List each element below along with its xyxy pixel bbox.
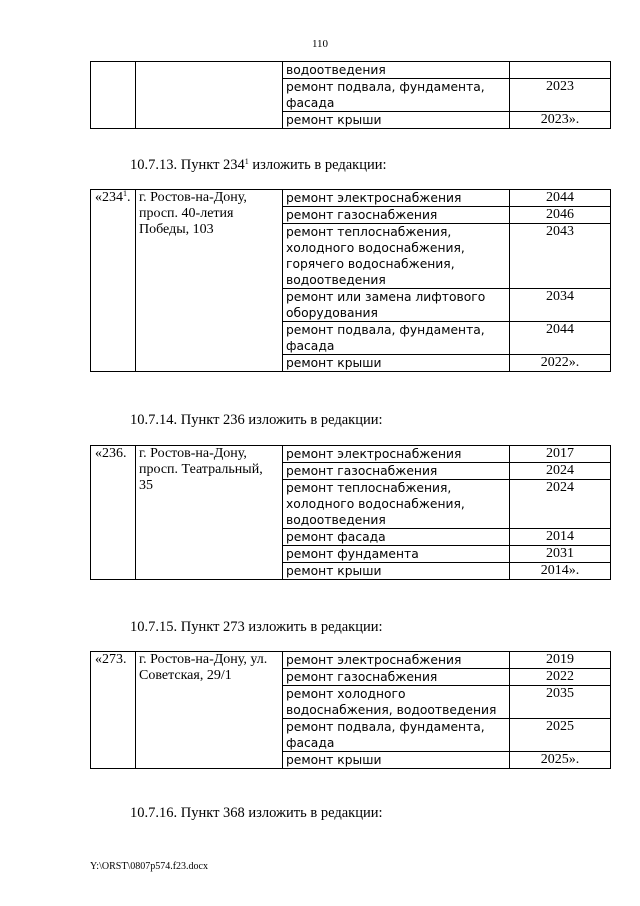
- work-cell: ремонт газоснабжения: [283, 207, 510, 224]
- work-cell: ремонт фасада: [283, 529, 510, 546]
- year-cell: 2022».: [510, 355, 611, 372]
- work-cell: ремонт электроснабжения: [283, 652, 510, 669]
- work-cell: ремонт крыши: [283, 752, 510, 769]
- year-cell: 2046: [510, 207, 611, 224]
- work-cell: ремонт подвала, фундамента, фасада: [283, 79, 510, 112]
- work-cell: ремонт подвала, фундамента, фасада: [283, 322, 510, 355]
- year-cell: 2024: [510, 480, 611, 529]
- year-cell: 2022: [510, 669, 611, 686]
- year-cell: 2031: [510, 546, 611, 563]
- year-cell: 2024: [510, 463, 611, 480]
- year-cell: 2014: [510, 529, 611, 546]
- address-cell: г. Ростов-на-Дону, ул. Советская, 29/1: [136, 652, 283, 769]
- section-intro: 10.7.14. Пункт 236 изложить в редакции:: [130, 412, 383, 428]
- continuation-table: [90, 61, 611, 129]
- work-cell: ремонт крыши: [283, 112, 510, 129]
- year-cell: 2019: [510, 652, 611, 669]
- work-cell: ремонт холодного водоснабжения, водоотведения: [283, 686, 510, 719]
- work-cell: водоотведения: [283, 62, 510, 79]
- year-cell: 2025».: [510, 752, 611, 769]
- work-cell: ремонт электроснабжения: [283, 190, 510, 207]
- work-cell: ремонт крыши: [283, 563, 510, 580]
- table-row: [91, 62, 611, 79]
- work-cell: ремонт фундамента: [283, 546, 510, 563]
- work-cell: ремонт или замена лифтового оборудования: [283, 289, 510, 322]
- section-table-273: [90, 651, 611, 769]
- work-cell: ремонт электроснабжения: [283, 446, 510, 463]
- work-cell: ремонт газоснабжения: [283, 463, 510, 480]
- year-cell: 2043: [510, 224, 611, 289]
- item-number-cell: «236.: [91, 446, 136, 580]
- item-number-cell: «$234^1$.: [91, 190, 136, 372]
- footer-file-path: Y:\ORST\0807p574.f23.docx: [90, 861, 208, 872]
- work-cell: ремонт теплоснабжения, холодного водоснабжения, горячего водоснабжения, водоотведения: [283, 224, 510, 289]
- year-cell: 2023: [510, 79, 611, 112]
- table-row: [91, 446, 611, 463]
- year-cell: 2017: [510, 446, 611, 463]
- year-cell: 2014».: [510, 563, 611, 580]
- section-table-236: [90, 445, 611, 580]
- work-cell: ремонт теплоснабжения, холодного водоснабжения, водоотведения: [283, 480, 510, 529]
- item-number-cell: [91, 62, 136, 129]
- year-cell: 2025: [510, 719, 611, 752]
- section-intro: 10.7.15. Пункт 273 изложить в редакции:: [130, 619, 383, 635]
- work-cell: ремонт подвала, фундамента, фасада: [283, 719, 510, 752]
- work-cell: ремонт крыши: [283, 355, 510, 372]
- year-cell: 2044: [510, 322, 611, 355]
- year-cell: 2034: [510, 289, 611, 322]
- address-cell: г. Ростов-на-Дону, просп. Театральный, 35: [136, 446, 283, 580]
- section-intro: 10.7.16. Пункт 368 изложить в редакции:: [130, 805, 383, 821]
- section-table-234: [90, 189, 611, 372]
- page-number: 110: [311, 38, 329, 50]
- table-row: [91, 652, 611, 669]
- work-cell: ремонт газоснабжения: [283, 669, 510, 686]
- address-cell: г. Ростов-на-Дону, просп. 40-летия Победы, 103: [136, 190, 283, 372]
- section-intro: 10.7.13. Пункт $234^1$ изложить в редакции:: [130, 157, 387, 173]
- year-cell: [510, 62, 611, 79]
- item-number-cell: «273.: [91, 652, 136, 769]
- address-cell: [136, 62, 283, 129]
- year-cell: 2023».: [510, 112, 611, 129]
- year-cell: 2035: [510, 686, 611, 719]
- year-cell: 2044: [510, 190, 611, 207]
- table-row: [91, 190, 611, 207]
